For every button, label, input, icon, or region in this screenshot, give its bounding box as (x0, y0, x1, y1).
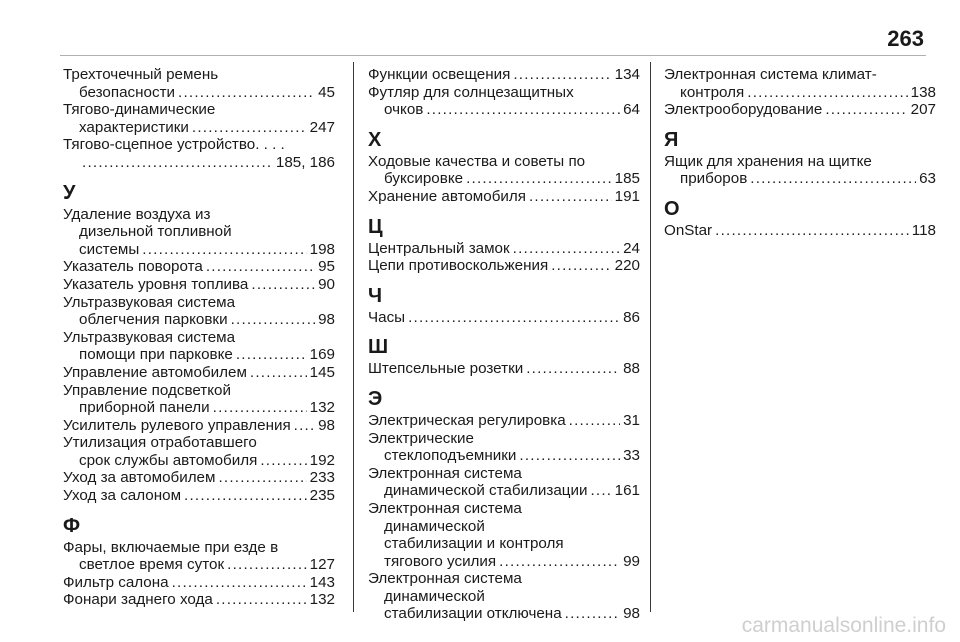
index-entry-line (63, 452, 335, 470)
index-letter-heading: O (664, 197, 680, 220)
index-entry-text: Штепсельные розетки (368, 360, 524, 378)
index-entry-line (368, 447, 640, 465)
index-entry-line (63, 469, 335, 487)
index-entry-text: динамической стабилизации (384, 482, 588, 500)
index-page-ref: 64 (623, 101, 640, 119)
dot-leader (750, 170, 916, 188)
index-entry-text: Управление автомобилем (63, 363, 247, 381)
index-entry-line (368, 482, 640, 500)
index-entry-line (63, 311, 335, 329)
index-entry-line (63, 346, 335, 364)
dot-leader (231, 311, 316, 329)
index-page-ref: 45 (318, 83, 335, 101)
index-page-ref: 143 (309, 573, 335, 591)
index-entry (63, 258, 335, 276)
index-page-ref: 132 (309, 399, 335, 417)
index-entry (664, 153, 936, 188)
index-entry (664, 222, 936, 240)
header-rule (60, 55, 926, 56)
index-entry-line (368, 66, 640, 84)
index-entry (368, 153, 640, 188)
dot-leader (227, 556, 307, 574)
index-entry-text: Фары, включаемые при езде в (63, 538, 279, 556)
dot-leader (216, 591, 307, 609)
dot-leader (513, 66, 611, 84)
index-entry-text: Электрическая регулировка (368, 411, 566, 429)
index-page-ref: 185, 186 (275, 153, 335, 171)
index-entry (63, 101, 335, 136)
dot-leader (499, 553, 620, 571)
index-entry-text: тягового усилия (384, 552, 497, 570)
index-entry-text: Ультразвуковая система (63, 328, 236, 346)
index-entry-text: Часы (368, 308, 406, 326)
page-number: 263 (887, 26, 924, 51)
index-entry-text: Управление подсветкой (63, 381, 231, 399)
dot-leader (172, 574, 307, 592)
index-entry (368, 360, 640, 378)
index-entry (63, 382, 335, 417)
index-entry-text: системы (79, 240, 140, 258)
index-letter-heading: Ф (63, 514, 81, 537)
index-page-ref: 88 (623, 360, 640, 378)
index-page-ref: 98 (318, 311, 335, 329)
index-entry-text: стеклоподъемники (384, 447, 517, 465)
index-entry (63, 66, 335, 101)
index-entry-text: Уход за салоном (63, 487, 182, 505)
index-entry-text: светлое время суток (79, 556, 225, 574)
dot-leader (213, 399, 307, 417)
index-entry (63, 574, 335, 592)
index-entry-line (63, 258, 335, 276)
dot-leader (526, 360, 620, 378)
index-entry-text: Электрооборудование (664, 101, 823, 119)
index-entry-text: дизельной топливной (79, 223, 232, 241)
index-entry-line (63, 556, 335, 574)
index-entry (368, 309, 640, 327)
dot-leader (192, 119, 307, 137)
index-entry-text: Усилитель рулевого управления (63, 416, 291, 434)
index-letter-heading: Ч (368, 284, 383, 307)
index-letter-heading: Ш (368, 336, 389, 359)
index-entry-line (63, 241, 335, 259)
index-letter-heading: Ц (368, 215, 383, 238)
dot-leader (250, 364, 307, 382)
index-page-ref: 98 (623, 605, 640, 623)
index-letter-heading: У (63, 181, 76, 204)
index-entry (63, 329, 335, 364)
index-entry (63, 539, 335, 574)
dot-leader (529, 188, 612, 206)
index-entry-text: Цепи противоскольжения (368, 257, 549, 275)
index-entry-text: Хранение автомобиля (368, 187, 526, 205)
index-entry (664, 101, 936, 119)
dot-leader (294, 417, 315, 435)
dot-leader (715, 222, 909, 240)
dot-leader (426, 101, 620, 119)
index-entry (368, 257, 640, 275)
index-entry-line (368, 170, 640, 188)
index-entry-text: Электронная система климат- (664, 66, 877, 83)
index-entry-line (63, 417, 335, 435)
index-entry-text: Электронная система (368, 464, 522, 482)
index-entry-text: приборной панели (79, 399, 210, 417)
index-page-ref: 33 (623, 447, 640, 465)
index-entry (63, 364, 335, 382)
index-page-ref: 235 (309, 487, 335, 505)
index-entry (368, 430, 640, 465)
index-letter-heading: Э (368, 387, 383, 410)
index-entry-text: Уход за автомобилем (63, 469, 216, 487)
index-entry (664, 66, 936, 101)
index-entry-text: характеристики (79, 118, 189, 136)
index-entry-line (368, 553, 640, 571)
column-divider (353, 62, 354, 612)
index-page-ref: 247 (309, 118, 335, 136)
index-entry-text: очков (384, 101, 424, 119)
index-entry-line (63, 119, 335, 137)
dot-leader (551, 257, 611, 275)
index-entry-line (63, 591, 335, 609)
dot-leader (251, 276, 315, 294)
dot-leader (142, 241, 306, 259)
index-entry (368, 84, 640, 119)
index-entry-line (368, 101, 640, 119)
index-entry-text: Электронная система (368, 499, 522, 517)
index-page-ref: 99 (623, 552, 640, 570)
index-page-ref: 207 (910, 101, 936, 119)
index-entry (63, 136, 335, 171)
index-page-ref: 233 (309, 469, 335, 487)
index-page-ref: 185 (614, 170, 640, 188)
index-entry-text: Футляр для солнцезащитных (368, 83, 574, 101)
index-entry (63, 591, 335, 609)
dot-leader (236, 346, 307, 364)
index-entry-line (63, 276, 335, 294)
index-page-ref: 86 (623, 308, 640, 326)
dot-leader (565, 605, 620, 623)
index-entry-text: Ящик для хранения на щитке (664, 152, 872, 170)
index-entry (368, 570, 640, 623)
index-entry-line (368, 412, 640, 430)
dot-leader (206, 258, 315, 276)
index-entry (368, 465, 640, 500)
index-entry (63, 434, 335, 469)
index-entry-text: Электронная система (368, 570, 522, 588)
index-entry-line (368, 605, 640, 623)
dot-leader (825, 101, 907, 119)
index-letter-heading: Я (664, 128, 679, 151)
index-entry-line (368, 240, 640, 258)
index-entry-line (63, 399, 335, 417)
index-entry-line (664, 101, 936, 119)
index-entry-line (664, 170, 936, 188)
index-page-ref: 220 (614, 257, 640, 275)
index-entry (368, 188, 640, 206)
index-entry-text: помощи при парковке (79, 346, 233, 364)
dot-leader (260, 452, 306, 470)
index-page-ref: 31 (623, 411, 640, 429)
index-entry-text: динамической (384, 587, 485, 605)
index-entry-text: безопасности (79, 83, 176, 101)
dot-leader (408, 309, 620, 327)
index-page-ref: 90 (318, 275, 335, 293)
index-entry-line (63, 84, 335, 102)
index-entry-line (368, 360, 640, 378)
index-page-ref: 134 (614, 66, 640, 83)
index-page-ref: 161 (614, 482, 640, 500)
index-letter-heading: Х (368, 128, 382, 151)
index-page-ref: 118 (911, 221, 936, 239)
index-entry (368, 412, 640, 430)
index-page-ref: 192 (309, 451, 335, 469)
index-entry-text: облегчения парковки (79, 311, 228, 329)
dot-leader (569, 412, 620, 430)
dot-leader (513, 240, 620, 258)
index-entry (63, 487, 335, 505)
index-entry-text: Тягово-сцепное устройство. . . . (63, 136, 285, 154)
index-entry-line (368, 188, 640, 206)
index-entry-text: OnStar (664, 221, 713, 239)
index-entry-line (63, 154, 335, 172)
index-entry (63, 294, 335, 329)
index-entry-line (368, 309, 640, 327)
index-entry (368, 66, 640, 84)
index-entry-line (63, 574, 335, 592)
index-page-ref: 132 (309, 591, 335, 609)
index-entry (63, 206, 335, 259)
index-entry-text: Удаление воздуха из (63, 205, 211, 223)
index-entry (63, 276, 335, 294)
index-page-ref: 24 (623, 239, 640, 257)
watermark: carmanualsonline.info (741, 614, 946, 637)
index-entry (63, 417, 335, 435)
index-column-3 (664, 66, 936, 240)
index-page-ref: 127 (309, 556, 335, 574)
index-entry-text: Функции освещения (368, 66, 511, 83)
index-page-ref: 138 (910, 83, 936, 101)
index-column-1 (63, 66, 335, 609)
index-entry-line (63, 487, 335, 505)
index-entry-text: стабилизации и контроля (384, 535, 564, 553)
column-divider (650, 62, 651, 612)
index-entry (368, 500, 640, 570)
index-entry-line (368, 257, 640, 275)
dot-leader (466, 170, 612, 188)
index-page-ref: 145 (309, 363, 335, 381)
index-page-ref: 95 (318, 258, 335, 276)
index-page-ref: 63 (919, 170, 936, 188)
index-entry-text: срок службы автомобиля (79, 451, 258, 469)
dot-leader (747, 84, 907, 102)
index-entry-text: Трехточечный ремень (63, 66, 219, 83)
index-entry-text: Фильтр салона (63, 573, 169, 591)
index-entry-text: Фонари заднего хода (63, 591, 213, 609)
index-entry-line (664, 84, 936, 102)
dot-leader (82, 154, 273, 172)
dot-leader (218, 469, 306, 487)
index-page-ref: 198 (309, 240, 335, 258)
index-column-2 (368, 66, 640, 623)
index-page-ref: 98 (318, 416, 335, 434)
index-page-ref: 169 (309, 346, 335, 364)
index-entry-text: Электрические (368, 429, 474, 447)
index-page-ref: 191 (614, 187, 640, 205)
index-entry-text: Центральный замок (368, 239, 510, 257)
index-entry-text: Тягово-динамические (63, 101, 216, 119)
dot-leader (178, 84, 315, 102)
index-entry-line (63, 364, 335, 382)
index-entry-text: буксировке (384, 170, 464, 188)
index-entry-text: Указатель уровня топлива (63, 275, 249, 293)
dot-leader (184, 487, 307, 505)
index-entry-text: динамической (384, 517, 485, 535)
index-entry (368, 240, 640, 258)
index-entry-text: стабилизации отключена (384, 605, 562, 623)
dot-leader (519, 447, 620, 465)
index-entry-text: контроля (680, 83, 745, 101)
index-entry-text: Указатель поворота (63, 258, 203, 276)
index-entry-line (664, 222, 936, 240)
index-entry-text: Утилизация отработавшего (63, 434, 257, 452)
dot-leader (590, 482, 611, 500)
index-entry-text: приборов (680, 170, 748, 188)
index-entry-text: Ультразвуковая система (63, 293, 236, 311)
index-entry-text: Ходовые качества и советы по (368, 152, 586, 170)
index-entry (63, 469, 335, 487)
